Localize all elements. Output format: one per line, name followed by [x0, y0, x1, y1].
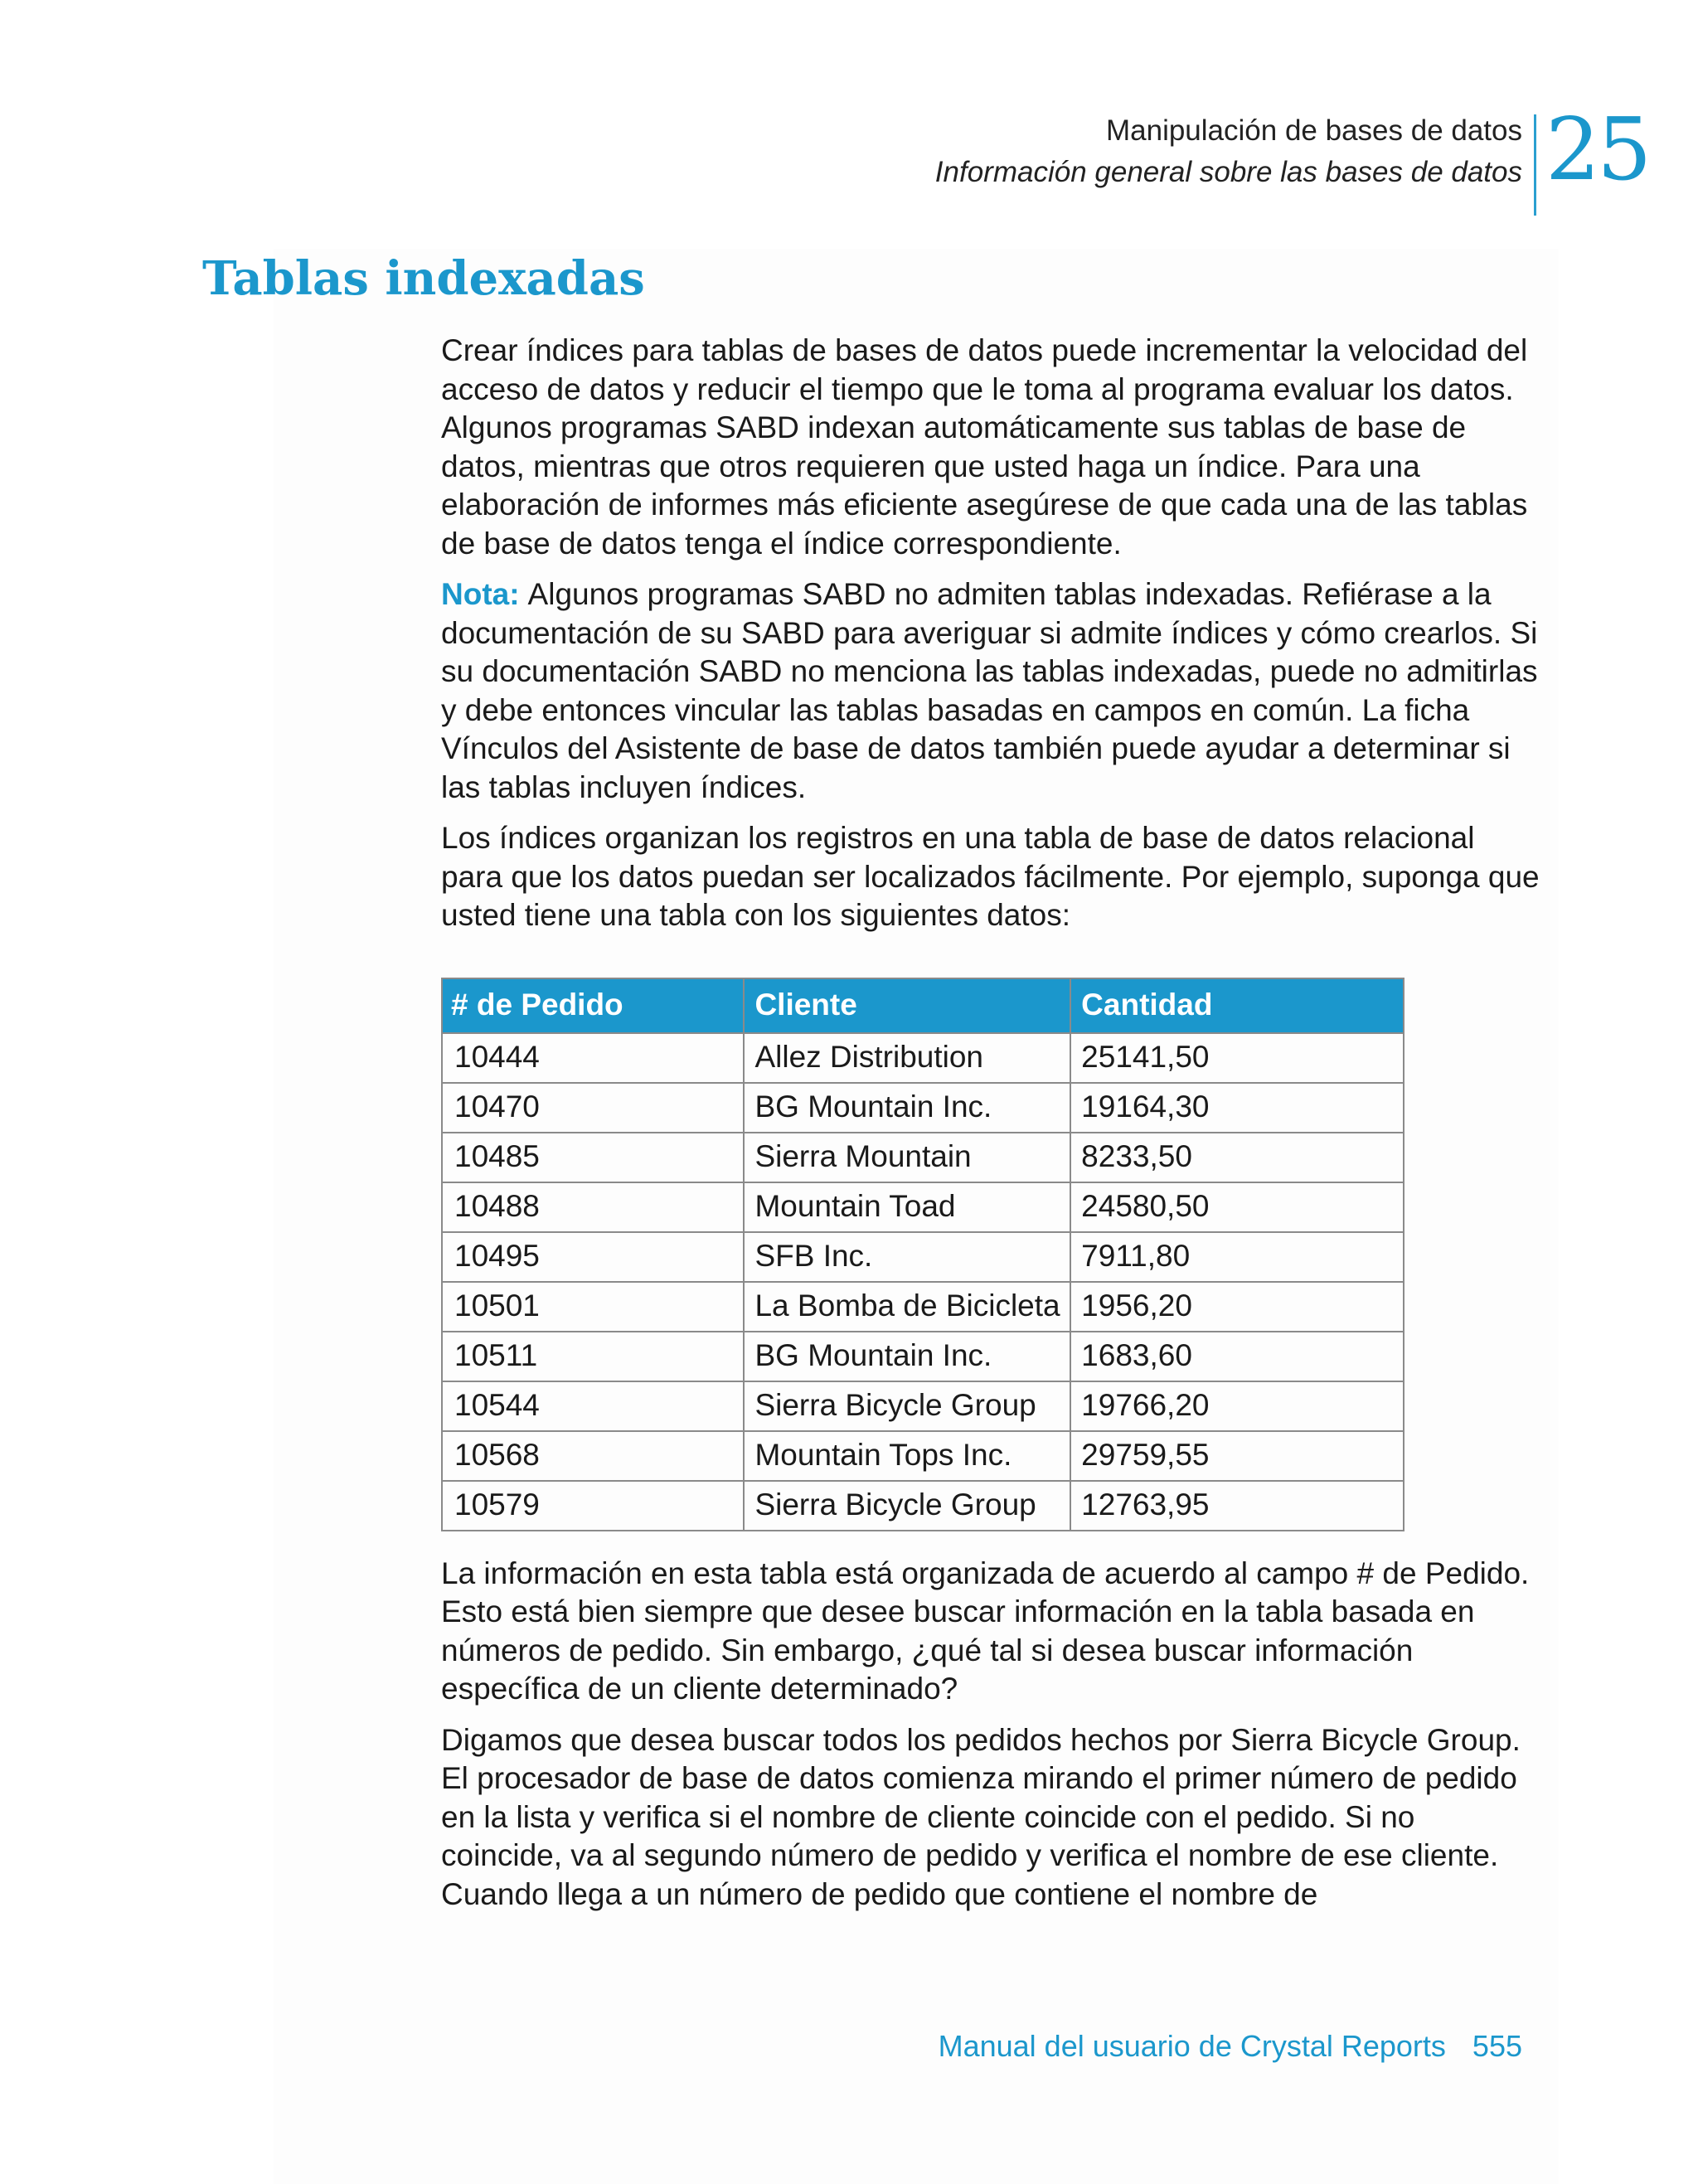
table-cell: 1683,60 [1070, 1332, 1404, 1381]
table-row [442, 1033, 1404, 1083]
table-row [442, 1282, 1404, 1332]
table-cell: 25141,50 [1070, 1033, 1404, 1083]
chapter-number: 25 [1545, 99, 1649, 200]
table-row [442, 1083, 1404, 1133]
table-header-row [442, 978, 1404, 1033]
table-cell: Mountain Toad [744, 1182, 1070, 1232]
table-cell: 10495 [442, 1232, 744, 1282]
note-text: Algunos programas SABD no admiten tablas indexadas. Refiérase a la documentación de su SABD para averiguar si admite índices y cómo crearlos. Si su documentación SABD no menciona las tablas indexadas, puede no admitirlas y debe entonces vincular las tablas basadas en campos en común. La ficha Vínculos del Asistente de base de datos también puede ayudar a determinar si las tablas incluyen índices. [441, 577, 1538, 804]
table-cell: Allez Distribution [744, 1033, 1070, 1083]
header-divider [1534, 114, 1536, 216]
table-cell: 24580,50 [1070, 1182, 1404, 1232]
section-title: Tablas indexadas [202, 251, 645, 306]
note-paragraph [441, 575, 1544, 807]
table-cell: BG Mountain Inc. [744, 1083, 1070, 1133]
table-cell: 7911,80 [1070, 1232, 1404, 1282]
table-cell: Sierra Bicycle Group [744, 1481, 1070, 1531]
page-footer [939, 2026, 1522, 2067]
table-cell: 10568 [442, 1431, 744, 1481]
table-cell: 10579 [442, 1481, 744, 1531]
paragraph-search: Digamos que desea buscar todos los pedidos hechos por Sierra Bicycle Group. El procesador de base de datos comienza mirando el primer número de pedido en la lista y verifica si el nombre de cliente coincide con el pedido. Si no coincide, va al segundo número de pedido y verifica el nombre de ese cliente. Cuando llega a un número de pedido que contiene el nombre de [441, 1722, 1521, 1911]
body-text [441, 332, 1544, 1926]
table-cell: 10501 [442, 1282, 744, 1332]
table-row [442, 1182, 1404, 1232]
table-cell: 19766,20 [1070, 1381, 1404, 1431]
table-cell: 1956,20 [1070, 1282, 1404, 1332]
column-header: Cantidad [1070, 978, 1404, 1033]
page-number: 555 [1472, 2029, 1522, 2063]
column-header: # de Pedido [442, 978, 744, 1033]
table-cell: La Bomba de Bicicleta [744, 1282, 1070, 1332]
table-row [442, 1332, 1404, 1381]
column-header: Cliente [744, 978, 1070, 1033]
table-row [442, 1431, 1404, 1481]
running-header [935, 110, 1522, 193]
header-section-title: Información general sobre las bases de datos [934, 156, 1522, 188]
paragraph-organization: La información en esta tabla está organizada de acuerdo al campo # de Pedido. Esto está bien siempre que desee buscar información en la tabla basada en números de pedido. Sin embargo, ¿qué tal si desea buscar información específica de un cliente determinado? [441, 1555, 1530, 1706]
chapter-title: Manipulación de bases de datos [1105, 114, 1522, 147]
table-row [442, 1232, 1404, 1282]
table-row [442, 1381, 1404, 1431]
table-cell: 10470 [442, 1083, 744, 1133]
footer-book-title: Manual del usuario de Crystal Reports [938, 2029, 1446, 2063]
table-cell: 10488 [442, 1182, 744, 1232]
table-cell: 19164,30 [1070, 1083, 1404, 1133]
note-label: Nota: [441, 577, 520, 611]
paragraph-indexes: Los índices organizan los registros en una tabla de base de datos relacional para que los datos puedan ser localizados fácilmente. Por ejemplo, suponga que usted tiene una tabla con los siguientes datos: [441, 821, 1540, 932]
table-cell: 8233,50 [1070, 1133, 1404, 1182]
table-cell: BG Mountain Inc. [744, 1332, 1070, 1381]
table-cell: 12763,95 [1070, 1481, 1404, 1531]
table-cell: 10444 [442, 1033, 744, 1083]
table-row [442, 1133, 1404, 1182]
table-cell: 10485 [442, 1133, 744, 1182]
table-cell: Sierra Mountain [744, 1133, 1070, 1182]
table-cell: SFB Inc. [744, 1232, 1070, 1282]
table-cell: 10511 [442, 1332, 744, 1381]
table-cell: Mountain Tops Inc. [744, 1431, 1070, 1481]
orders-table [441, 978, 1404, 1531]
table-cell: 29759,55 [1070, 1431, 1404, 1481]
table-row [442, 1481, 1404, 1531]
table-cell: Sierra Bicycle Group [744, 1381, 1070, 1431]
table-cell: 10544 [442, 1381, 744, 1431]
paragraph-intro: Crear índices para tablas de bases de datos puede incrementar la velocidad del acceso de datos y reducir el tiempo que le toma al programa evaluar los datos. Algunos programas SABD indexan automáticamente sus tablas de base de datos, mientras que otros requieren que usted haga un índice. Para una elaboración de informes más eficiente asegúrese de que cada una de las tablas de base de datos tenga el índice correspondiente. [441, 333, 1528, 561]
